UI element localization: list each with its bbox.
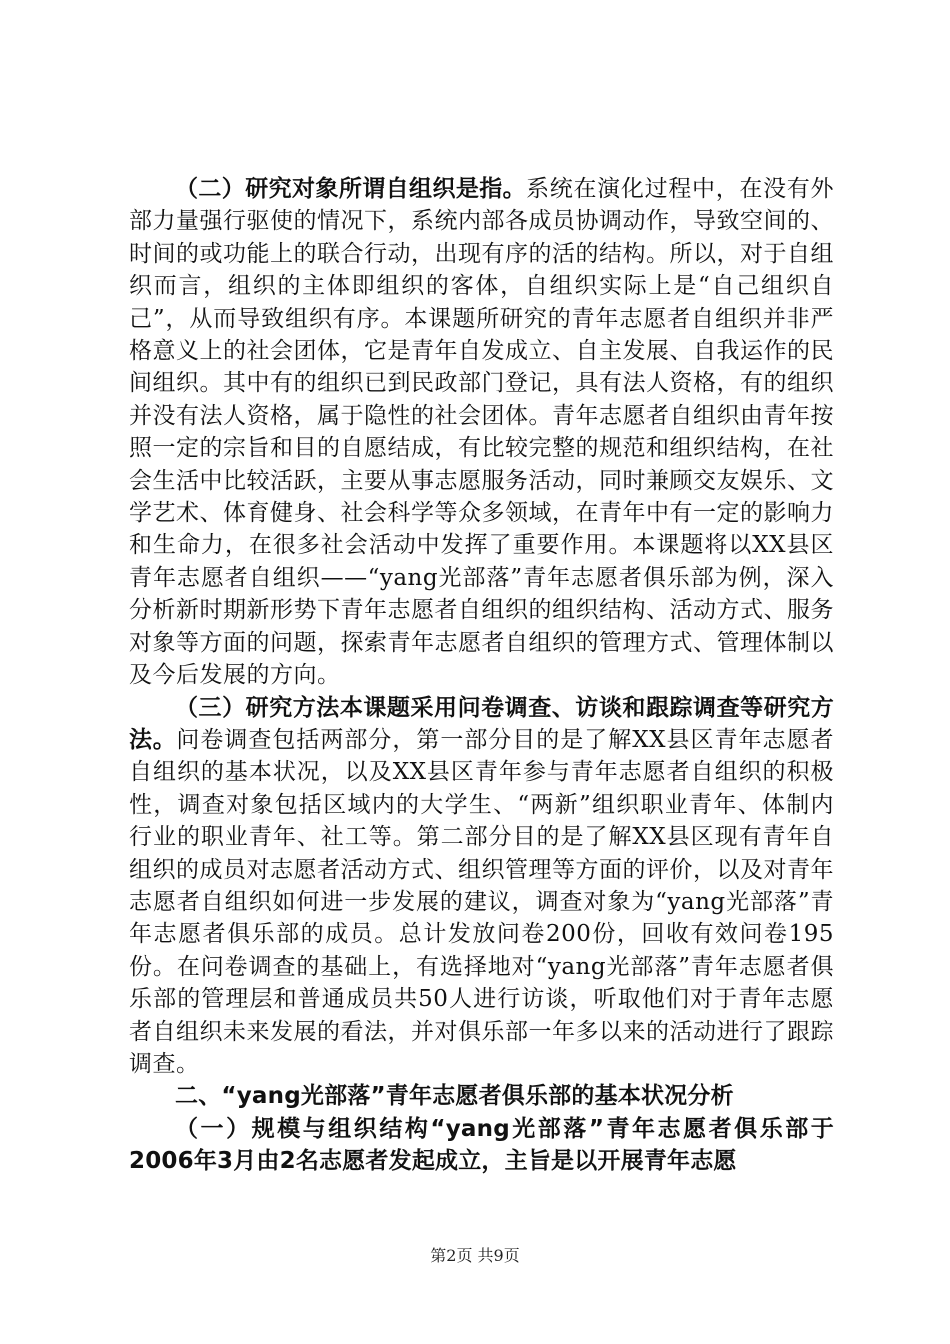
paragraph-heading: （二）研究对象所谓自组织是指。 [175, 176, 527, 202]
document-body [129, 173, 834, 1178]
page-footer: 第2页 共9页 [430, 1246, 520, 1265]
paragraph-body: 系统在演化过程中，在没有外部力量强行驱使的情况下，系统内部各成员协调动作，导致空间的、时间的或功能上的联合行动，出现有序的活的结构。所以，对于自组织而言，组织的主体即组织的客体，自组织实际上是“自己组织自己”，从而导致组织有序。本课题所研究的青年志愿者自组织并非严格意义上的社会团体，它是青年自发成立、自主发展、自我运作的民间组织。其中有的组织已到民政部门登记，具有法人资格，有的组织并没有法人资格，属于隐性的社会团体。青年志愿者自组织由青年按照一定的宗旨和目的自愿结成，有比较完整的规范和组织结构，在社会生活中比较活跃，主要从事志愿服务活动，同时兼顾交友娱乐、文学艺术、体育健身、社会科学等众多领域，在青年中有一定的影响力和生命力，在很多社会活动中发挥了重要作用。本课题将以XX县区青年志愿者自组织——“yang光部落”青年志愿者俱乐部为例，深入分析新时期新形势下青年志愿者自组织的组织结构、活动方式、服务对象等方面的问题，探索青年志愿者自组织的管理方式、管理体制以及今后发展的方向。 [129, 176, 835, 689]
paragraph-research-object [129, 173, 834, 692]
paragraph-heading: （三）研究方法本课题采用问卷调查、访谈和跟踪调查等研究方法。 [129, 694, 834, 753]
paragraph-scale-structure: （一）规模与组织结构“yang光部落”青年志愿者俱乐部于2006年3月由2名志愿者发起成立，主旨是以开展青年志愿 [129, 1115, 834, 1175]
section-title: 二、“yang光部落”青年志愿者俱乐部的基本状况分析 [175, 1083, 734, 1110]
paragraph-body: 问卷调查包括两部分，第一部分目的是了解XX县区青年志愿者自组织的基本状况，以及XX县区青年参与青年志愿者自组织的积极性，调查对象包括区域内的大学生、“两新”组织职业青年、体制内行业的职业青年、社工等。第二部分目的是了解XX县区现有青年自组织的成员对志愿者活动方式、组织管理等方面的评价，以及对青年志愿者自组织如何进一步发展的建议，调查对象为“yang光部落”青年志愿者俱乐部的成员。总计发放问卷200份，回收有效问卷195份。在问卷调查的基础上，有选择地对“yang光部落”青年志愿者俱乐部的管理层和普通成员共50人进行访谈，听取他们对于青年志愿者自组织未来发展的看法，并对俱乐部一年多以来的活动进行了跟踪调查。 [129, 726, 834, 1077]
paragraph-research-method [129, 692, 834, 1081]
